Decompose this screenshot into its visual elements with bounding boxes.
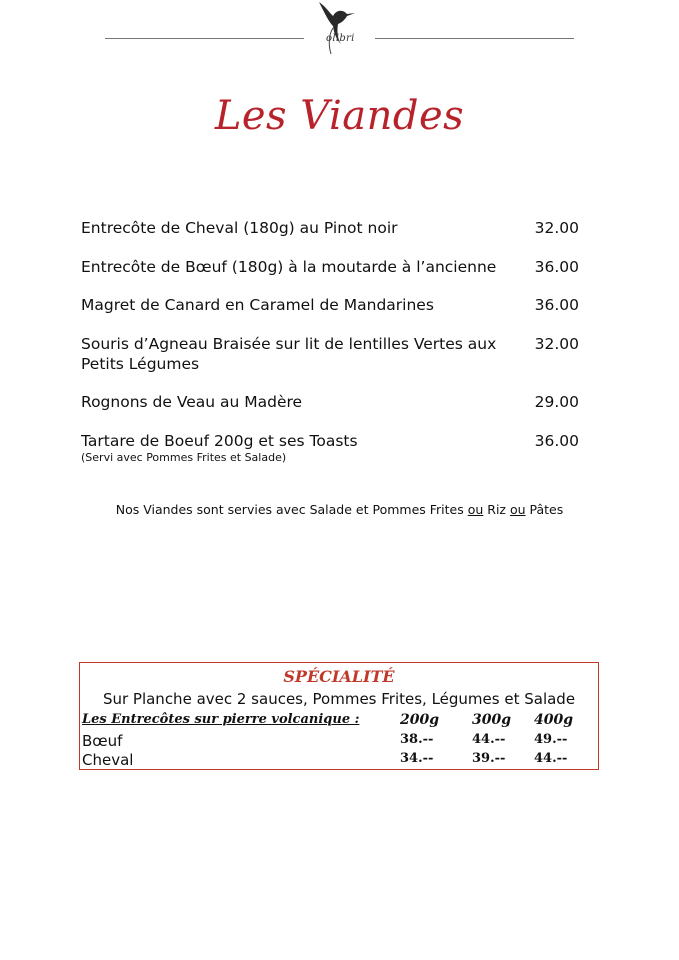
specialite-row-label: Cheval: [82, 751, 134, 769]
dish-name: Magret de Canard en Caramel de Mandarines: [81, 296, 434, 314]
specialite-row-label: Bœuf: [82, 732, 123, 750]
specialite-header-row: [82, 712, 596, 732]
dish-name: Entrecôte de Cheval (180g) au Pinot noir: [81, 219, 398, 237]
specialite-price: 38.--: [400, 732, 434, 747]
dish-item: [81, 218, 579, 238]
dish-item: [81, 392, 579, 412]
dish-item: [81, 257, 579, 277]
specialite-title: SPÉCIALITÉ: [283, 667, 395, 686]
header-rule-right: [375, 38, 574, 39]
dish-item: [81, 431, 579, 465]
dish-name: Rognons de Veau au Madère: [81, 393, 303, 411]
dish-name: Entrecôte de Bœuf (180g) à la moutarde à l’ancienne: [81, 258, 497, 276]
page-title: Les Viandes: [214, 93, 465, 139]
hummingbird-icon: [311, 0, 371, 58]
dish-price: 32.00: [534, 219, 579, 237]
dish-name: Souris d’Agneau Braisée sur lit de lentilles Vertes aux Petits Légumes: [81, 335, 497, 373]
dish-price: 36.00: [534, 432, 579, 450]
logo-text: olibri: [326, 33, 355, 44]
specialite-price: 44.--: [472, 732, 506, 747]
dish-price: 29.00: [534, 393, 579, 411]
specialite-price: 49.--: [534, 732, 568, 747]
specialite-price: 39.--: [472, 751, 506, 766]
served-note-text: Nos Viandes sont servies avec Salade et Pommes Frites: [115, 502, 468, 517]
dish-price: 36.00: [534, 258, 579, 276]
specialite-row: [82, 751, 596, 771]
size-label: 400g: [534, 712, 574, 728]
dish-item: [81, 295, 579, 315]
specialite-subtitle: Sur Planche avec 2 sauces, Pommes Frites, Légumes et Salade: [102, 690, 576, 708]
specialite-price: 34.--: [400, 751, 434, 766]
dish-item: [81, 334, 579, 374]
served-note: [0, 502, 679, 517]
size-label: 300g: [472, 712, 512, 728]
specialite-header-label: Les Entrecôtes sur pierre volcanique :: [82, 712, 360, 727]
specialite-row: [82, 732, 596, 752]
served-note-or: ou: [467, 502, 484, 517]
dish-note: (Servi avec Pommes Frites et Salade): [81, 451, 287, 464]
served-note-text: Riz: [483, 502, 510, 517]
header-rule-left: [105, 38, 304, 39]
dish-name: Tartare de Boeuf 200g et ses Toasts: [81, 432, 358, 450]
size-label: 200g: [400, 712, 440, 728]
dish-price: 32.00: [534, 335, 579, 353]
specialite-price: 44.--: [534, 751, 568, 766]
specialite-box: [79, 662, 599, 770]
served-note-or: ou: [509, 502, 526, 517]
served-note-text: Pâtes: [525, 502, 564, 517]
dish-price: 36.00: [534, 296, 579, 314]
